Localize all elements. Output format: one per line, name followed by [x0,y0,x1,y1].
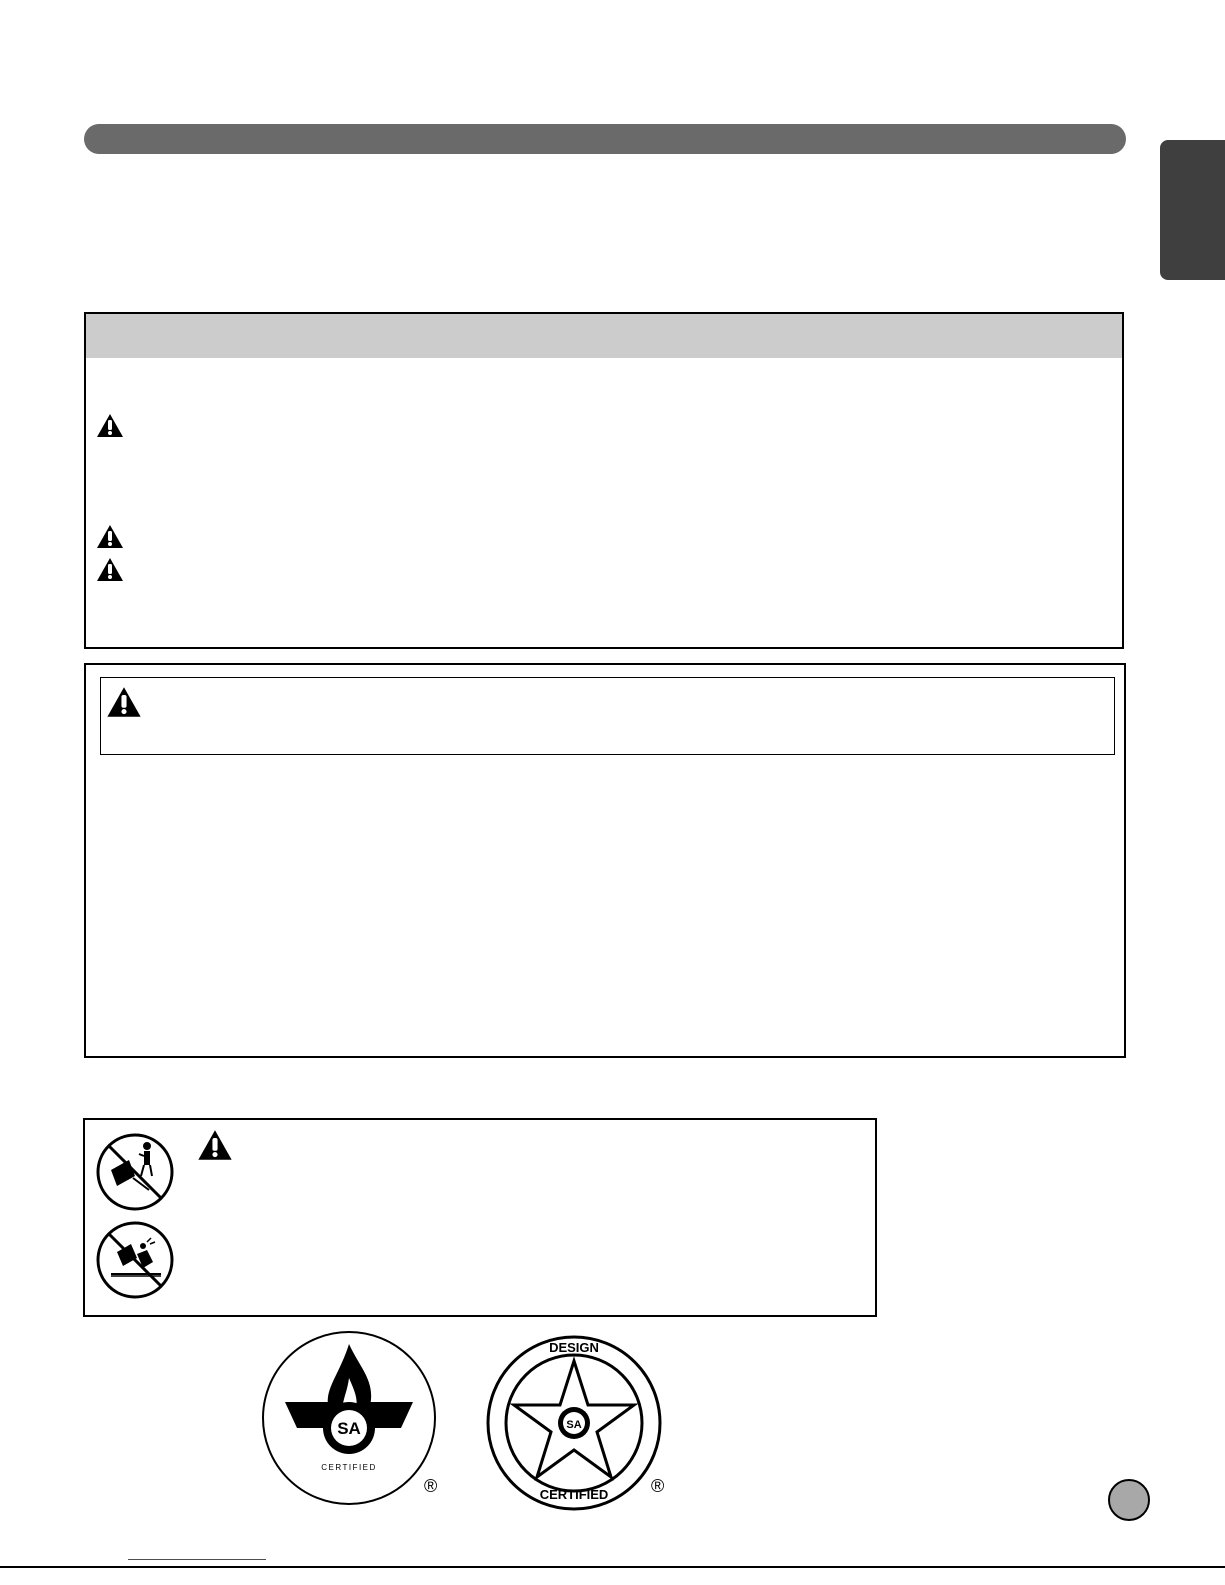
warning-banner [100,677,1115,755]
warning-icon [96,524,124,549]
svg-text:SA: SA [337,1419,361,1438]
safety-notice-box [84,312,1124,649]
section-title-bar [84,124,1126,154]
seal-design-text: DESIGN [549,1340,599,1355]
warning-icon [197,1129,233,1161]
warning-icon [106,686,142,718]
warning-icon [96,413,124,438]
no-fall-icon [95,1220,175,1300]
no-ladder-roof-icon [95,1132,175,1212]
seal-certified-text: CERTIFIED [321,1463,377,1472]
svg-text:SA: SA [566,1419,582,1431]
footer-rule [0,1566,1225,1568]
seal-certified-text: CERTIFIED [539,1487,609,1502]
link-underline[interactable] [128,1559,266,1560]
chapter-side-tab [1160,140,1225,280]
registered-mark: ® [424,1476,438,1496]
registered-mark: ® [651,1476,665,1496]
safety-notice-header [86,314,1122,358]
page-number-badge [1108,1479,1150,1521]
warning-box [84,663,1126,1058]
warning-icon [96,557,124,582]
csa-flame-seal [261,1330,437,1506]
csa-design-seal [486,1335,665,1511]
